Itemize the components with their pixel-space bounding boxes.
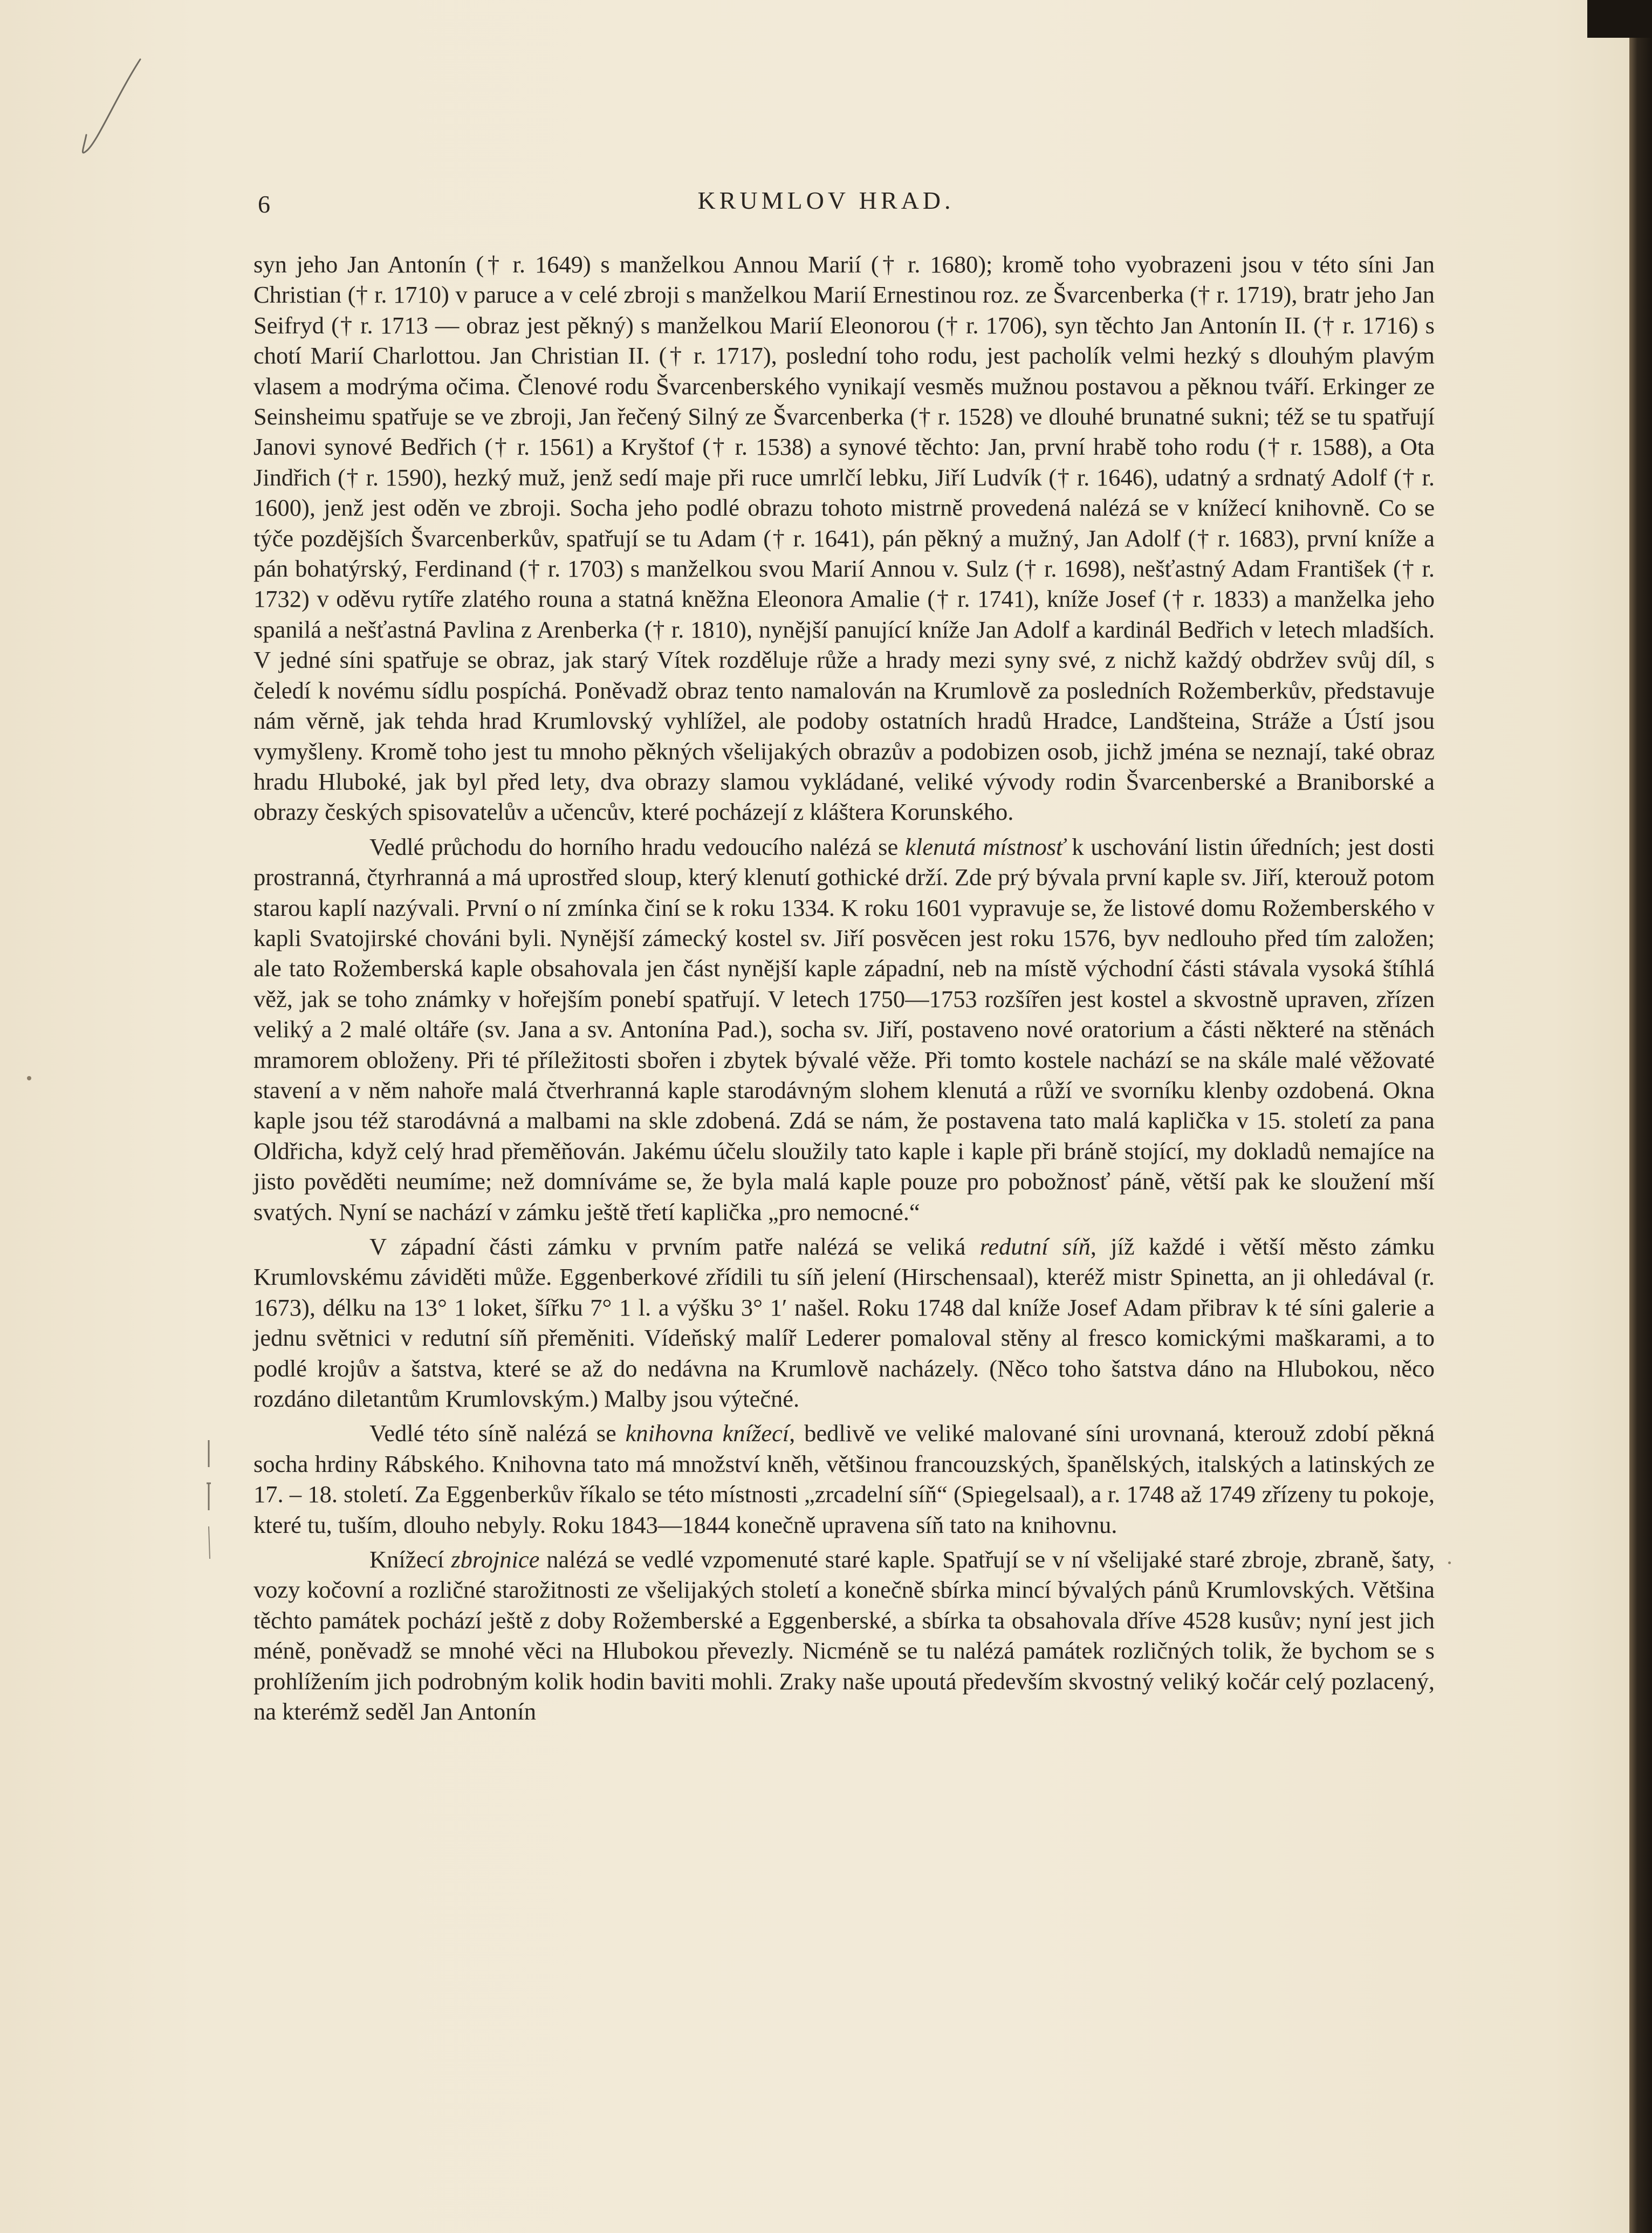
text-run: k uschování listin úředních; jest dosti prostranná, čtyrhranná a má uprostřed sloup, který klenutí gothické drží. Zde prý bývala první kaple sv. Jiří, kterouž potom starou kaplí nazývali. První o ní zmínka činí se k roku 1334. K roku 1601 vypravuje se, že listové domu Rožemberského v kapli Svatojirské chováni byli. Nynější zámecký kostel sv. Jiří posvěcen jest roku 1576, byv nedlouho před tím založen; ale tato Rožemberská kaple obsahovala jen část nynější kaple západní, neb na místě východní části stávala vysoká štíhlá věž, jak se toho známky v hořejším ponebí spatřují. V letech 1750—1753 rozšířen jest kostel a skvostně upraven, zřízen veliký a 2 malé oltáře (sv. Jana a sv. Antonína Pad.), socha sv. Jiří, postaveno nové oratorium a části některé na stěnách mramorem obloženy. Při té příležitosti sbořen i zbytek bývalé věže. Při tomto kostele nachází se na skále malé věžovaté stavení a v něm nahoře malá čtverhranná kaple starodávným slohem klenutá a růží ve svorníku klenby ozdobená. Okna kaple jsou též starodávná a malbami na skle zdobená. Zdá se nám, že postavena tato malá kaplička v 15. století za pana Oldřicha, když celý hrad přeměňován. Jakému účelu sloužily tato kaple i kaple při bráně stojící, my dokladů nemajíce na jisto pověděti neumíme; než domníváme se, že byla malá kaple pouze pro pobožnosť páně, větší pak ke sloužení mší svatých. Nyní se nachází v zámku ještě třetí kaplička „pro nemocné.“ — [253, 833, 1435, 1225]
paper-speck — [1448, 1561, 1451, 1564]
italic-term: zbrojnice — [451, 1546, 540, 1573]
italic-term: klenutá místnosť — [905, 833, 1065, 860]
text-run: syn jeho Jan Antonín († r. 1649) s manželkou Annou Marií († r. 1680); kromě toho vyobrazeni jsou v této síni Jan Christian († r. 1710) v paruce a v celé zbroji s manželkou Marií Ernestinou roz. ze Švarcenberka († r. 1719), bratr jeho Jan Seifryd († r. 1713 — obraz jest pěkný) s manželkou Marií Eleonorou († r. 1706), syn těchto Jan Antonín II. († r. 1716) s chotí Marií Charlottou. Jan Christian II. († r. 1717), poslední toho rodu, jest pacholík velmi hezký s dlouhým plavým vlasem a modrýma očima. Členové rodu Švarcenberského vynikají vesměs mužnou postavou a pěknou tváří. Erkinger ze Seinsheimu spatřuje se ve zbroji, Jan řečený Silný ze Švarcenberka († r. 1528) ve dlouhé brunatné sukni; též se tu spatřují Janovi synové Bedřich († r. 1561) a Kryštof († r. 1538) a synové těchto: Jan, první hrabě toho rodu († r. 1588), a Ota Jindřich († r. 1590), hezký muž, jenž sedí maje při ruce umrlčí lebku, Jiří Ludvík († r. 1646), udatný a srdnatý Adolf († r. 1600), jenž jest oděn ve zbroji. Socha jeho podlé obrazu tohoto mistrně provedená nalézá se v knížecí knihovně. Co se týče pozdějších Švarcenberkův, spatřují se tu Adam († r. 1641), pán pěkný a mužný, Jan Adolf († r. 1683), první kníže a pán bohatýrský, Ferdinand († r. 1703) s manželkou svou Marií Annou v. Sulz († r. 1698), nešťastný Adam František († r. 1732) v oděvu rytíře zlatého rouna a statná kněžna Eleonora Amalie († r. 1741), kníže Josef († r. 1833) a manželka jeho spanilá a nešťastná Pavlina z Arenberka († r. 1810), nynější panující kníže Jan Adolf a kardinál Bedřich v letech mladších. V jedné síni spatřuje se obraz, jak starý Vítek rozděluje růže a hrady mezi syny své, z nichž každý obdržev svůj díl, s čeledí k novému sídlu pospíchá. Poněvadž obraz tento namalován na Krumlově za posledních Rožemberkův, představuje nám věrně, jak tehda hrad Krumlovský vyhlížel, ale podoby ostatních hradů Hradce, Landšteina, Stráže a Ústí jsou vymyšleny. Kromě toho jest tu mnoho pěkných všelijakých obrazův a podobizen osob, jichž jména se neznají, také obraz hradu Hluboké, jak byl před lety, dva obrazy slamou vykládané, veliké vývody rodin Švarcenberské a Braniborské a obrazy českých spisovatelův a učencův, které pocházejí z kláštera Korunského. — [253, 251, 1435, 826]
pencil-check-mark — [65, 54, 151, 162]
text-run: , bedlivě ve veliké malované síni urovnaná, kterouž zdobí pěkná socha hrdiny Rábského. Knihovna tato má množství kněh, většinou francouzských, španělských, italských a latinských ze 17. – 18. století. Za Eggenberkův říkalo se této místnosti „zrcadelní síň“ (Spiegelsaal), a r. 1748 až 1749 zřízeny tu pokoje, které tu, tuším, dlouho nebyly. Roku 1843—1844 konečně upravena síň tato na knihovnu. — [253, 1420, 1435, 1538]
text-run: Knížecí — [369, 1546, 451, 1573]
text-run: Vedlé průchodu do horního hradu vedoucího nalézá se — [369, 833, 906, 860]
italic-term: redutní síň — [979, 1233, 1091, 1260]
running-title: KRUMLOV HRAD. — [697, 187, 955, 214]
binding-edge — [1629, 0, 1652, 2233]
italic-term: knihovna knížecí — [625, 1420, 790, 1447]
paragraph — [253, 1544, 1435, 1727]
body-text — [253, 249, 1435, 1727]
paragraph — [253, 1231, 1435, 1414]
text-run: Vedlé této síně nalézá se — [369, 1420, 626, 1447]
paragraph — [253, 249, 1435, 827]
text-run: , jíž každé i větší město zámku Krumlovskému záviděti může. Eggenberkové zřídili tu síň jelení (Hirschensaal), kteréž mistr Spinetta, an ji ohledával (r. 1673), délku na 13° 1 loket, šířku 7° 1 l. a výšku 3° 1′ našel. Roku 1748 dal kníže Josef Adam přibrav k té síni galerie a jednu světnici v redutní síň přeměniti. Vídeňský malíř Lederer pomaloval stěny al fresco komickými maškarami, a to podlé krojův a šatstva, které se až do nedávna na Krumlově nacházely. (Něco toho šatstva dáno na Hlubokou, něco rozdáno diletantům Krumlovským.) Malby jsou výtečné. — [253, 1233, 1435, 1413]
margin-pencil-marks — [197, 1435, 218, 1564]
text-run: nalézá se vedlé vzpomenuté staré kaple. Spatřují se v ní všelijaké staré zbroje, zbraně, šaty, vozy kočovní a rozličné starožitnosti ze všelijakých století a konečně sbírka mincí bývalých pánů Krumlovských. Většina těchto památek pochází ještě z doby Rožemberské a Eggenberské, a sbírka ta obsahovala dříve 4528 kusův; nyní jest jich méně, poněvadž se mnohé věci na Hlubokou převezly. Nicméně se tu nalézá památek rozličných tolik, že bychom se s prohlížením jich podrobným kolik hodin baviti mohli. Zraky naše upoutá především skvostný veliký kočár celý pozlacený, na kterémž seděl Jan Antonín — [253, 1546, 1435, 1725]
scan-corner-shadow — [1587, 0, 1652, 38]
text-run: V západní části zámku v prvním patře nalézá se veliká — [369, 1233, 980, 1260]
paragraph — [253, 1418, 1435, 1540]
paragraph — [253, 832, 1435, 1227]
page-number: 6 — [258, 190, 271, 218]
paper-speck — [27, 1076, 31, 1080]
